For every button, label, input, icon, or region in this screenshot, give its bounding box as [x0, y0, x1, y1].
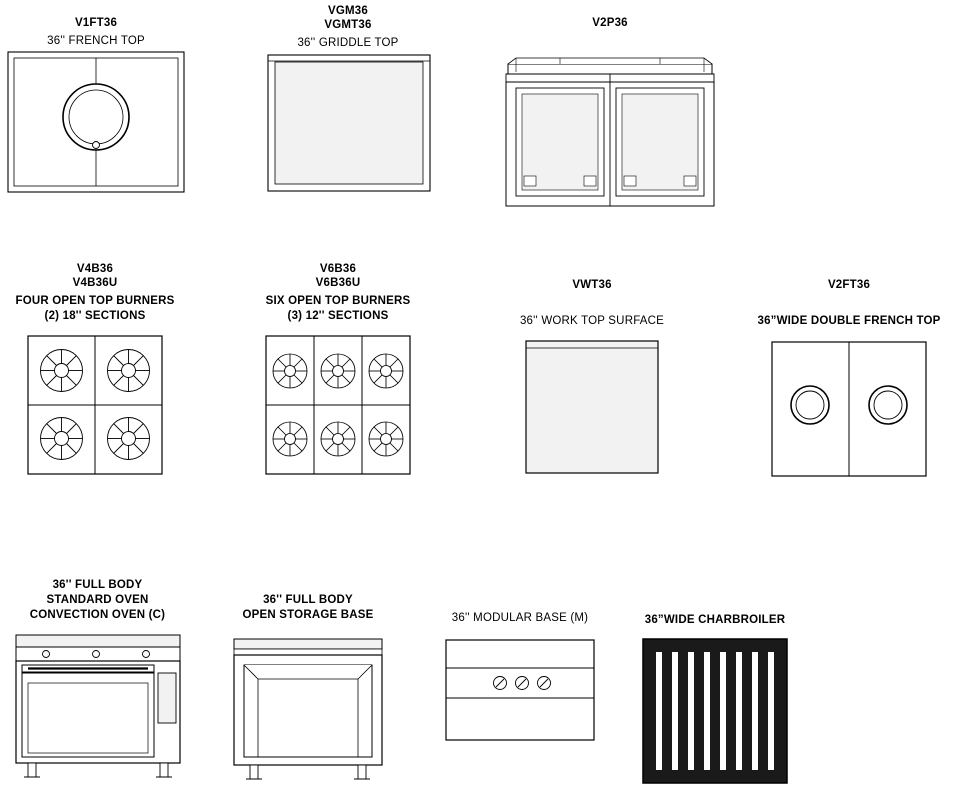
code-line: V6B36U: [315, 277, 361, 289]
caption-line: (2) 18'' SECTIONS: [44, 310, 146, 322]
code-line: VGMT36: [324, 19, 372, 31]
product-open-storage-base: [208, 593, 408, 785]
caption-line: 36”WIDE DOUBLE FRENCH TOP: [757, 315, 941, 327]
product-caption: [425, 611, 615, 626]
product-caption: [0, 578, 195, 623]
caption-line: 36'' WORK TOP SURFACE: [519, 315, 665, 327]
caption-line: OPEN STORAGE BASE: [242, 609, 374, 621]
product-v4b36: [0, 262, 190, 480]
product-full-body-oven: [0, 578, 195, 781]
product-code: [487, 278, 697, 292]
caption-line: STANDARD OVEN: [46, 594, 149, 606]
product-caption: [635, 613, 795, 628]
caption-line: FOUR OPEN TOP BURNERS: [15, 295, 175, 307]
art-full-body-oven: [8, 631, 188, 781]
product-code: [0, 262, 190, 290]
code-line: V4B36: [76, 263, 114, 275]
art-open-storage-base: [228, 635, 388, 785]
code-line: V2FT36: [827, 279, 871, 291]
caption-line: CONVECTION OVEN (C): [29, 609, 166, 621]
code-line: V4B36U: [72, 277, 118, 289]
product-caption: [745, 314, 953, 329]
code-line: V1FT36: [74, 17, 118, 29]
art-charbroiler: [640, 636, 790, 786]
product-caption: [487, 314, 697, 329]
product-code: [500, 16, 720, 30]
product-caption: [238, 294, 438, 324]
product-v2p36: [500, 16, 720, 208]
product-v2ft36: [745, 278, 953, 479]
product-v1ft36: [6, 16, 186, 194]
caption-line: 36'' FULL BODY: [263, 594, 353, 606]
caption-line: 36'' MODULAR BASE (M): [451, 612, 589, 624]
product-caption: [0, 294, 190, 324]
product-modular-base: [425, 611, 615, 746]
product-vgm36: [258, 4, 438, 196]
caption-line: 36”WIDE CHARBROILER: [644, 614, 786, 626]
art-four-burners: [20, 330, 170, 480]
product-code: [745, 278, 953, 292]
art-french-top: [6, 49, 186, 194]
caption-line: SIX OPEN TOP BURNERS: [265, 295, 411, 307]
product-v6b36: [238, 262, 438, 480]
art-double-french-top: [769, 339, 929, 479]
product-caption: [258, 36, 438, 51]
product-code: [258, 4, 438, 32]
art-six-burners: [260, 330, 416, 480]
product-code: [6, 16, 186, 30]
code-line: V6B36: [319, 263, 357, 275]
caption-line: 36'' FRENCH TOP: [47, 35, 145, 47]
caption-line: (3) 12'' SECTIONS: [287, 310, 389, 322]
art-modular-base: [440, 636, 600, 746]
art-griddle-top: [258, 51, 438, 196]
art-work-top: [522, 337, 662, 477]
code-line: V2P36: [592, 17, 628, 29]
product-code: [238, 262, 438, 290]
product-caption: [6, 34, 186, 49]
art-plancha-perspective: [500, 48, 720, 208]
product-charbroiler: [635, 613, 795, 786]
caption-line: 36'' GRIDDLE TOP: [297, 37, 399, 49]
code-line: VGM36: [328, 5, 368, 17]
code-line: VWT36: [572, 279, 612, 291]
product-vwt36: [487, 278, 697, 477]
caption-line: 36'' FULL BODY: [52, 579, 143, 591]
product-caption: [208, 593, 408, 623]
